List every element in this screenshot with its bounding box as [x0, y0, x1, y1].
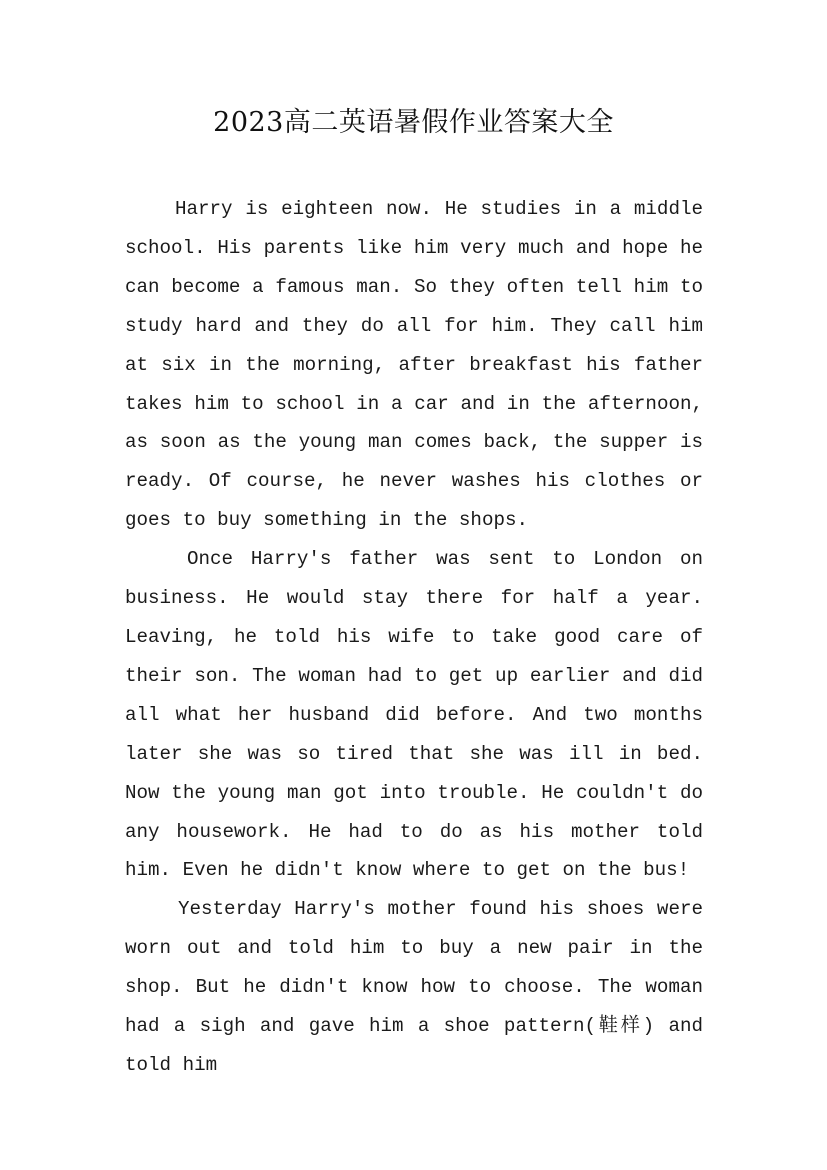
document-title: 2023高二英语暑假作业答案大全	[213, 107, 614, 138]
paragraph-1: Harry is eighteen now. He studies in a middle school. His parents like him very much and hope he can become a famous man. So they often tell him to study hard and they do all for him. They call him at six in the morning, after breakfast his father takes him to school in a car and in the afternoon, as soon as the young man comes back, the supper is ready. Of course, he never washes his clothes or goes to buy something in the shops.	[125, 198, 703, 532]
document-body	[125, 190, 703, 1085]
paragraph-3: Yesterday Harry's mother found his shoes were worn out and told him to buy a new pair in the shop. But he didn't know how to choose. The woman had a sigh and gave him a shoe pattern(鞋样) and told him	[125, 898, 703, 1076]
paragraph-2: Once Harry's father was sent to London on business. He would stay there for half a year. Leaving, he told his wife to take good care of their son. The woman had to get up earlier and did all what her husband did before. And two months later she was so tired that she was ill in bed. Now the young man got into trouble. He couldn't do any housework. He had to do as his mother told him. Even he didn't know where to get on the bus!	[125, 548, 703, 882]
